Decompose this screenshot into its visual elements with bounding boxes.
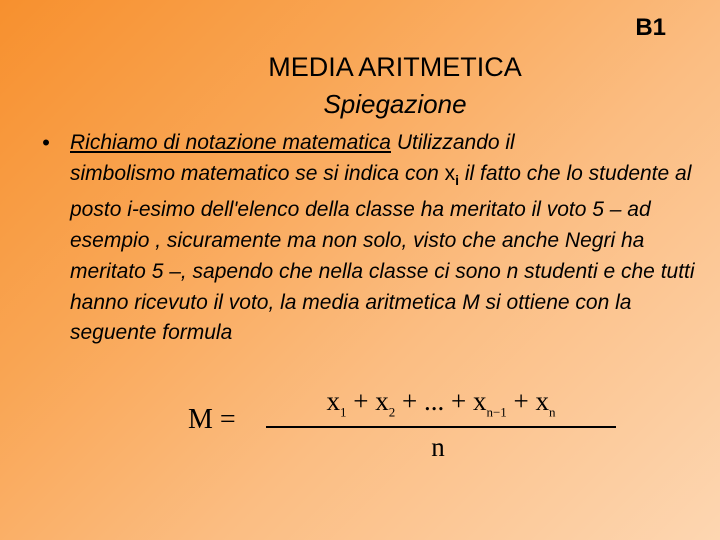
text-segment: che lo studente al posto i-esimo dell'elenco della classe ha meritato il voto 5 – ad esempio , sicuramente ma non solo, visto che anche Negri ha meritato 5 –, sapendo che nella classe ci sono n studenti e che tutti hanno ricevuto il voto, la media aritmetica M si ottiene con la seguente formula [70, 161, 695, 345]
slide-subtitle: Spiegazione [323, 89, 467, 119]
bullet-marker: • [42, 130, 50, 155]
text-segment: simbolismo matematico se si indica con [70, 161, 445, 185]
formula-numerator: $x_1 + x_2$ + ... + $x_{n-1} + x_n$ [326, 386, 556, 420]
symbol-x: x [444, 161, 456, 185]
notation-link[interactable]: Richiamo di notazione matematica [70, 131, 391, 154]
formula-fraction [266, 386, 616, 463]
formula-denominator: n [431, 432, 445, 463]
fraction-bar [266, 426, 616, 428]
text-segment: il fatto [459, 161, 521, 185]
symbol-subscript-i: i [455, 171, 460, 188]
formula-lhs: M = [188, 404, 236, 435]
slide-code: B1 [635, 14, 666, 41]
bullet-text [70, 128, 695, 349]
slide-title: MEDIA ARITMETICA [268, 52, 522, 82]
text-segment: Utilizzando il [391, 131, 515, 154]
